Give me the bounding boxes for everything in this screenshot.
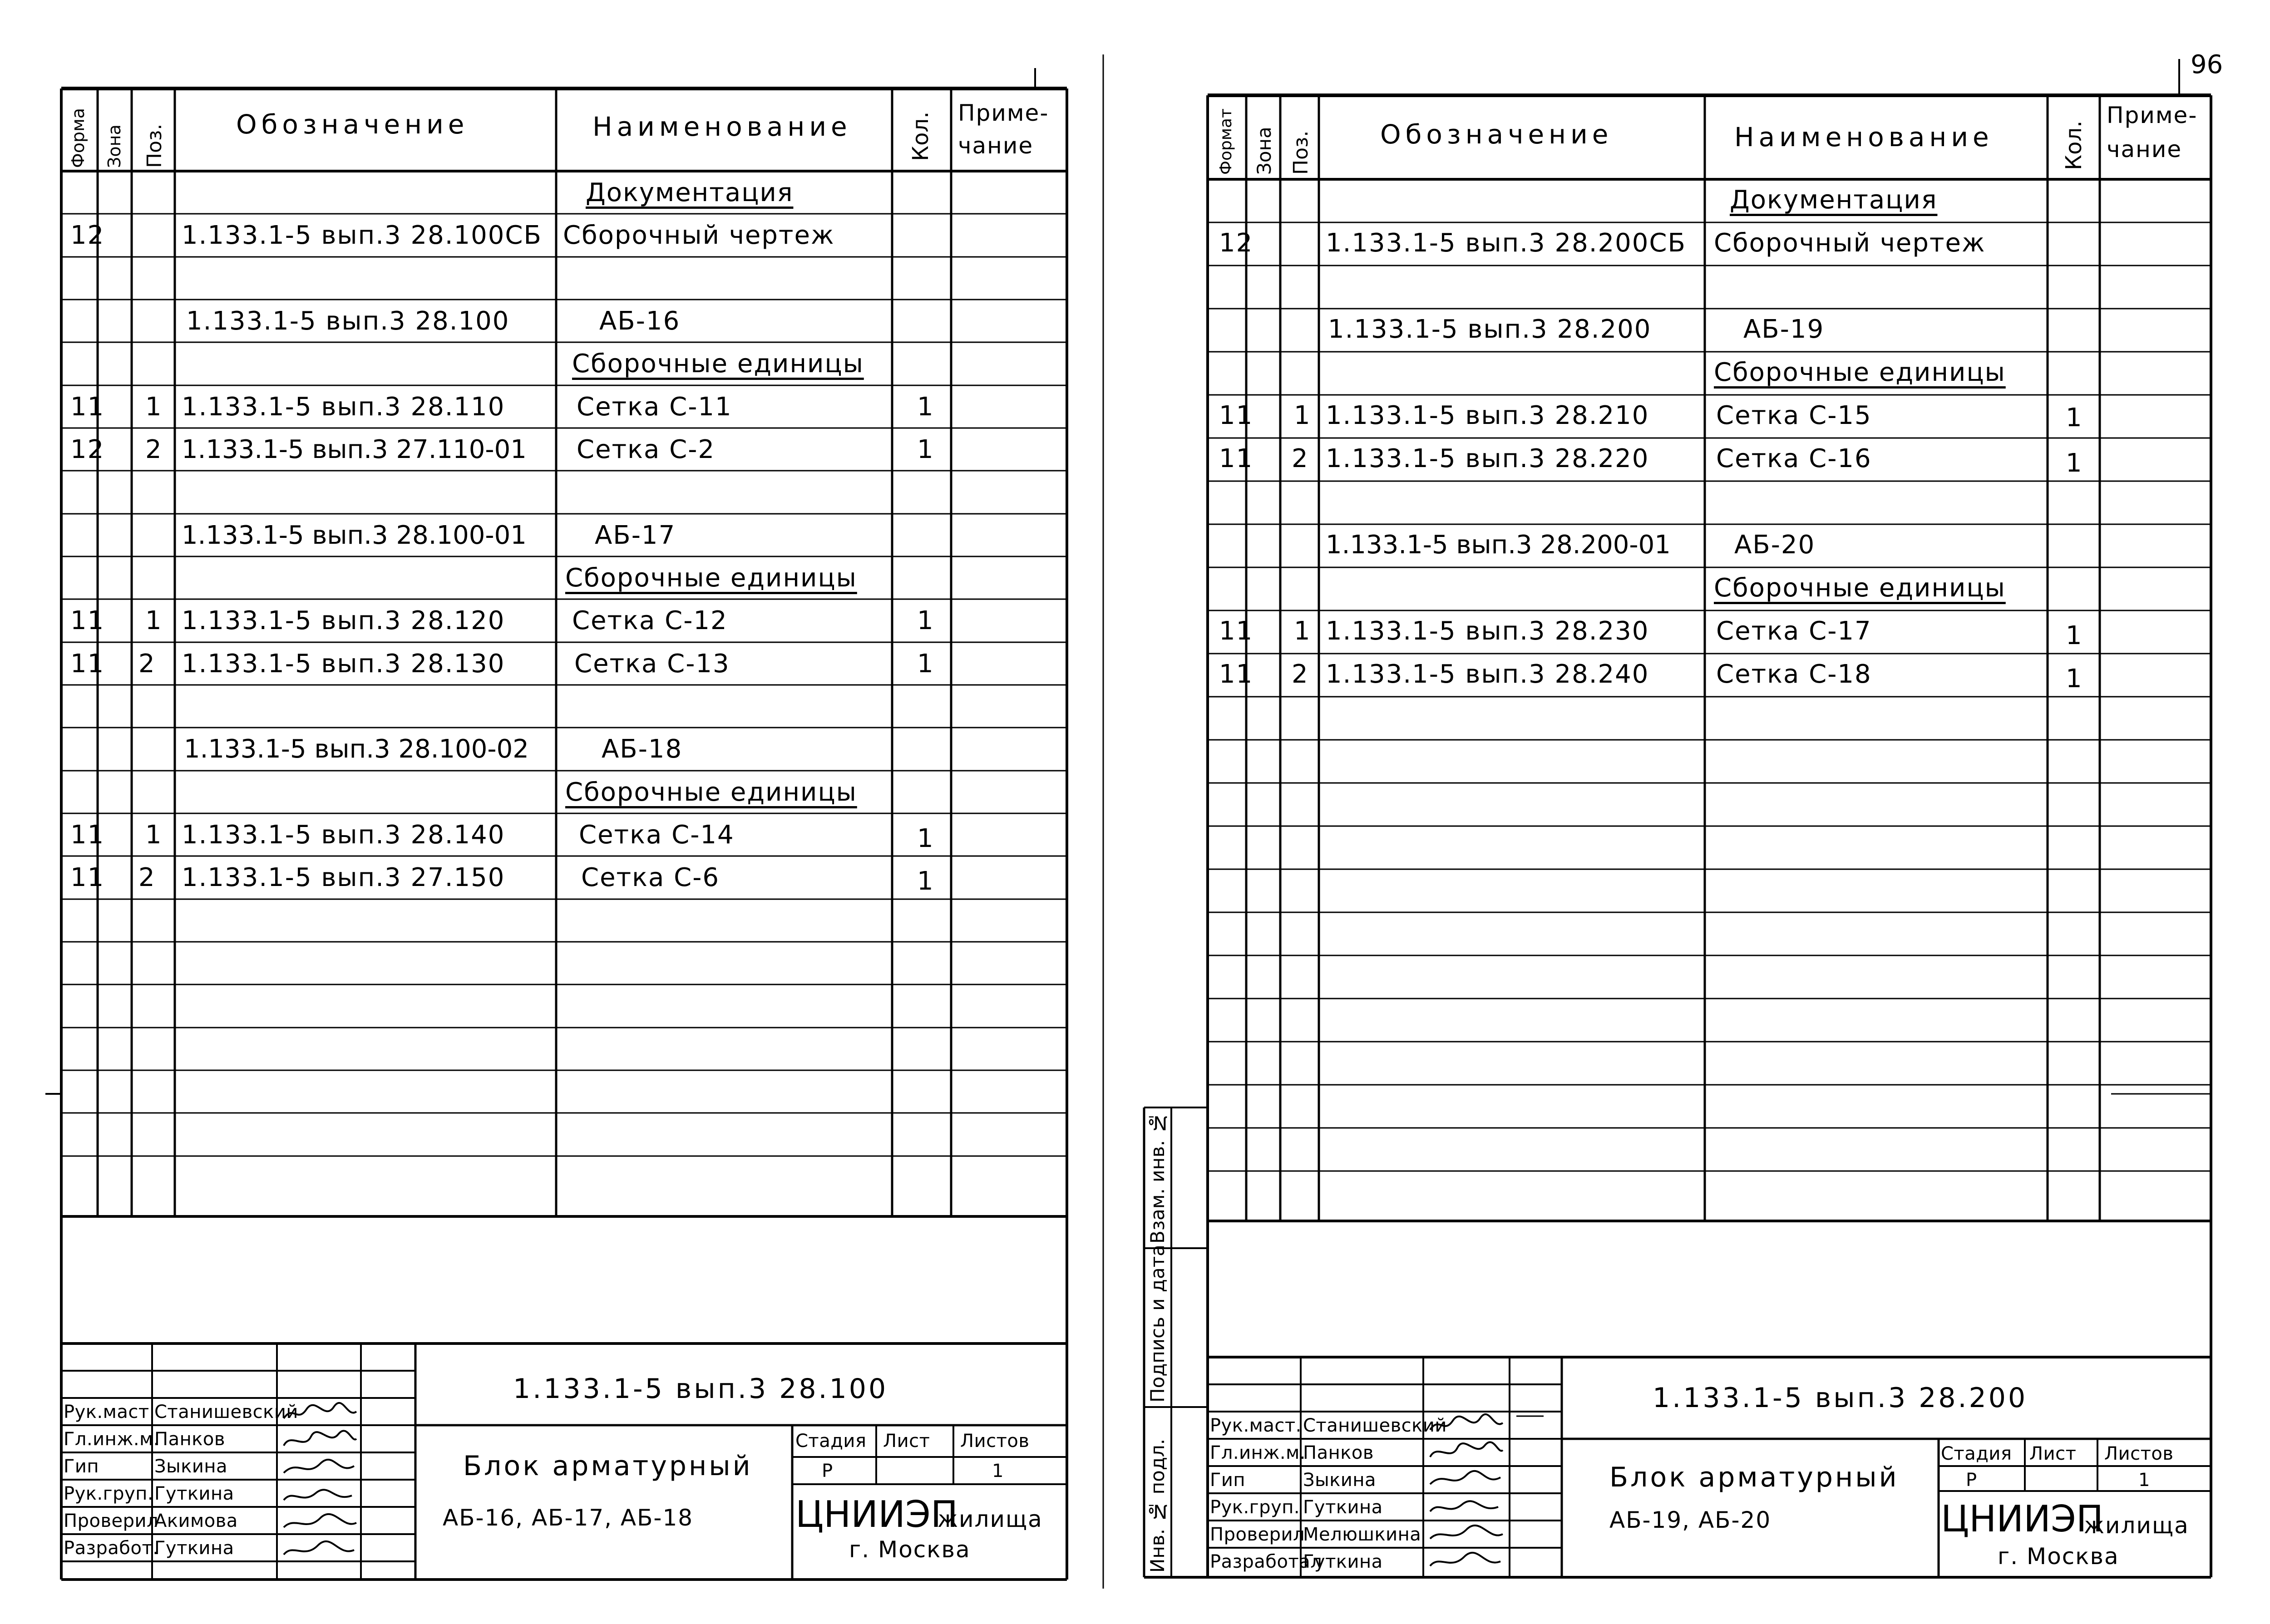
- left-row-15-name: Сборочные единицы: [565, 778, 857, 807]
- left-row-7-format: 12: [70, 435, 105, 464]
- left-row-17-qty: 1: [917, 866, 934, 896]
- right-staff-role-6: Разработал: [1210, 1551, 1323, 1572]
- right-row-11-pos: 1: [1294, 616, 1311, 646]
- right-sheets-label: Листов: [2104, 1443, 2174, 1464]
- left-sheet-label: Лист: [883, 1431, 930, 1452]
- right-col-pos-header: Поз.: [1289, 130, 1313, 175]
- left-staff-role-6: Разработ.: [64, 1538, 159, 1559]
- right-col-note-header-1: Приме-: [2107, 102, 2198, 128]
- right-staff-name-3: Зыкина: [1303, 1470, 1377, 1491]
- left-title-code: 1.133.1-5 вып.3 28.100: [513, 1373, 888, 1405]
- left-sheets-value: 1: [992, 1461, 1004, 1481]
- right-col-zone-header: Зона: [1253, 127, 1275, 175]
- left-title-line-1: Блок арматурный: [463, 1450, 753, 1482]
- right-stage-label: Стадия: [1941, 1443, 2012, 1464]
- right-row-12-qty: 1: [2066, 664, 2083, 694]
- right-title-line-1: Блок арматурный: [1609, 1462, 1899, 1493]
- right-staff-name-1: Станишевский: [1303, 1415, 1447, 1436]
- left-row-2-designation: 1.133.1-5 вып.3 28.100СБ: [182, 221, 542, 250]
- stamp-replacement-inv: Взам. инв. №: [1146, 1112, 1169, 1244]
- right-row-11-format: 11: [1219, 616, 1253, 646]
- left-staff-role-4: Рук.груп.: [64, 1483, 154, 1504]
- left-row-17-pos: 2: [138, 863, 156, 892]
- right-row-6-designation: 1.133.1-5 вып.3 28.210: [1326, 401, 1649, 430]
- right-row-7-qty: 1: [2066, 448, 2083, 478]
- left-row-6-name: Сетка С-11: [577, 392, 732, 422]
- right-staff-role-5: Проверил: [1210, 1524, 1305, 1545]
- right-row-9-name: АБ-20: [1734, 530, 1816, 560]
- right-row-7-name: Сетка С-16: [1716, 444, 1872, 473]
- right-org-suffix: жилища: [2084, 1512, 2189, 1539]
- left-row-12-qty: 1: [917, 649, 934, 679]
- right-staff-name-5: Мелюшкина: [1303, 1524, 1421, 1545]
- right-row-6-qty: 1: [2066, 403, 2083, 433]
- left-staff-name-6: Гуткина: [154, 1538, 234, 1559]
- right-col-note-header-2: чание: [2107, 136, 2182, 162]
- left-org-city: г. Москва: [849, 1536, 971, 1563]
- left-row-6-qty: 1: [917, 392, 934, 422]
- right-row-12-name: Сетка С-18: [1716, 659, 1872, 689]
- right-staff-role-4: Рук.груп.: [1210, 1497, 1300, 1518]
- left-row-12-name: Сетка С-13: [574, 649, 730, 679]
- right-staff-role-1: Рук.маст.: [1210, 1415, 1302, 1436]
- left-col-zone-header: Зона: [104, 124, 124, 168]
- right-sheet-label: Лист: [2029, 1443, 2077, 1464]
- right-row-12-designation: 1.133.1-5 вып.3 28.240: [1326, 659, 1649, 689]
- right-col-format-header: Формат: [1217, 108, 1235, 175]
- left-row-12-format: 11: [70, 649, 105, 679]
- left-col-format-header: Форма: [68, 108, 88, 168]
- right-staff-role-2: Гл.инж.м.: [1210, 1442, 1306, 1463]
- left-signatures: [279, 1400, 361, 1564]
- right-row-6-name: Сетка С-15: [1716, 401, 1872, 430]
- right-col-name-header: Наименование: [1734, 122, 1994, 153]
- right-row-4-name: АБ-19: [1743, 315, 1825, 344]
- right-row-11-name: Сетка С-17: [1716, 616, 1872, 646]
- left-stage-value: Р: [822, 1461, 833, 1481]
- left-col-note-header-1: Приме-: [958, 100, 1049, 126]
- left-staff-name-3: Зыкина: [154, 1456, 228, 1477]
- left-row-6-pos: 1: [145, 392, 163, 422]
- left-col-qty-header: Кол.: [908, 111, 933, 161]
- right-row-9-designation: 1.133.1-5 вып.3 28.200-01: [1326, 530, 1671, 560]
- right-row-11-qty: 1: [2066, 621, 2083, 650]
- right-row-2-designation: 1.133.1-5 вып.3 28.200СБ: [1326, 228, 1686, 258]
- left-staff-role-3: Гип: [64, 1456, 99, 1477]
- left-row-2-name: Сборочный чертеж: [563, 221, 835, 250]
- left-col-name-header: Наименование: [592, 111, 852, 142]
- right-row-6-format: 11: [1219, 401, 1253, 430]
- right-title-code: 1.133.1-5 вып.3 28.200: [1653, 1382, 2028, 1414]
- left-row-16-qty: 1: [917, 824, 934, 853]
- page-number: 96: [2191, 50, 2223, 79]
- right-row-12-format: 11: [1219, 659, 1253, 689]
- left-row-14-name: АБ-18: [602, 734, 683, 764]
- left-row-2-format: 12: [70, 221, 105, 250]
- stamp-signature-date: Подпись и дата: [1146, 1245, 1169, 1403]
- right-row-7-designation: 1.133.1-5 вып.3 28.220: [1326, 444, 1649, 473]
- left-staff-name-4: Гуткина: [154, 1483, 234, 1504]
- left-staff-role-5: Проверил: [64, 1511, 159, 1531]
- left-row-11-pos: 1: [145, 606, 163, 635]
- right-org-name: ЦНИИЭП: [1941, 1498, 2103, 1540]
- left-row-16-designation: 1.133.1-5 вып.3 28.140: [182, 820, 505, 850]
- left-row-9-designation: 1.133.1-5 вып.3 28.100-01: [182, 521, 527, 550]
- right-row-5-name: Сборочные единицы: [1714, 358, 2006, 387]
- right-col-designation-header: Обозначение: [1380, 119, 1613, 150]
- left-row-9-name: АБ-17: [595, 521, 676, 550]
- left-row-7-designation: 1.133.1-5 вып.3 27.110-01: [182, 435, 527, 464]
- left-stage-label: Стадия: [795, 1431, 867, 1452]
- left-row-11-designation: 1.133.1-5 вып.3 28.120: [182, 606, 505, 635]
- right-sheets-value: 1: [2138, 1470, 2150, 1491]
- left-row-14-designation: 1.133.1-5 вып.3 28.100-02: [184, 734, 529, 764]
- right-row-1-name: Документация: [1730, 185, 1938, 215]
- left-row-17-name: Сетка С-6: [581, 863, 720, 892]
- left-col-note-header-2: чание: [958, 133, 1034, 159]
- right-org-city: г. Москва: [1998, 1543, 2119, 1570]
- left-row-11-qty: 1: [917, 606, 934, 635]
- left-row-17-format: 11: [70, 863, 105, 892]
- right-staff-role-3: Гип: [1210, 1470, 1246, 1491]
- left-row-7-pos: 2: [145, 435, 163, 464]
- right-row-12-pos: 2: [1292, 659, 1309, 689]
- left-staff-role-1: Рук.маст.: [64, 1402, 155, 1422]
- left-col-designation-header: Обозначение: [236, 109, 469, 140]
- left-row-7-name: Сетка С-2: [577, 435, 716, 464]
- left-row-10-name: Сборочные единицы: [565, 563, 857, 593]
- left-row-6-designation: 1.133.1-5 вып.3 28.110: [182, 392, 505, 422]
- right-staff-name-6: Гуткина: [1303, 1551, 1383, 1572]
- left-row-5-name: Сборочные единицы: [572, 349, 864, 379]
- left-row-11-format: 11: [70, 606, 105, 635]
- right-staff-name-4: Гуткина: [1303, 1497, 1383, 1518]
- right-staff-name-2: Панков: [1303, 1442, 1374, 1463]
- left-row-16-name: Сетка С-14: [579, 820, 735, 850]
- left-row-4-designation: 1.133.1-5 вып.3 28.100: [186, 306, 510, 336]
- left-org-name: ЦНИИЭП: [795, 1493, 958, 1535]
- left-row-7-qty: 1: [917, 435, 934, 464]
- left-row-11-name: Сетка С-12: [572, 606, 728, 635]
- right-row-11-designation: 1.133.1-5 вып.3 28.230: [1326, 616, 1649, 646]
- right-signatures: [1426, 1412, 1507, 1575]
- right-col-qty-header: Кол.: [2061, 120, 2087, 170]
- left-staff-name-5: Акимова: [154, 1511, 238, 1531]
- right-row-10-name: Сборочные единицы: [1714, 573, 2006, 603]
- right-stage-value: Р: [1966, 1470, 1977, 1491]
- right-row-7-pos: 2: [1292, 444, 1309, 473]
- left-row-6-format: 11: [70, 392, 105, 422]
- right-row-6-pos: 1: [1294, 401, 1311, 430]
- right-row-7-format: 11: [1219, 444, 1253, 473]
- left-sheets-label: Листов: [960, 1431, 1030, 1452]
- left-staff-role-2: Гл.инж.м.: [64, 1429, 159, 1450]
- left-staff-name-2: Панков: [154, 1429, 225, 1450]
- left-row-16-format: 11: [70, 820, 105, 850]
- left-row-4-name: АБ-16: [599, 306, 681, 336]
- right-row-2-name: Сборочный чертеж: [1714, 228, 1986, 258]
- left-row-16-pos: 1: [145, 820, 163, 850]
- right-row-2-format: 12: [1219, 228, 1253, 258]
- left-title-line-2: АБ-16, АБ-17, АБ-18: [443, 1505, 694, 1531]
- left-staff-name-1: Станишевский: [154, 1402, 298, 1422]
- stamp-inv-original: Инв. № подл.: [1146, 1438, 1169, 1573]
- left-row-12-designation: 1.133.1-5 вып.3 28.130: [182, 649, 505, 679]
- left-row-12-pos: 2: [138, 649, 156, 679]
- right-row-4-designation: 1.133.1-5 вып.3 28.200: [1328, 315, 1652, 344]
- left-org-suffix: жилища: [938, 1506, 1043, 1532]
- left-row-17-designation: 1.133.1-5 вып.3 27.150: [182, 863, 505, 892]
- right-title-line-2: АБ-19, АБ-20: [1609, 1507, 1772, 1533]
- left-row-1-name: Документация: [586, 178, 794, 207]
- left-col-pos-header: Поз.: [143, 123, 166, 168]
